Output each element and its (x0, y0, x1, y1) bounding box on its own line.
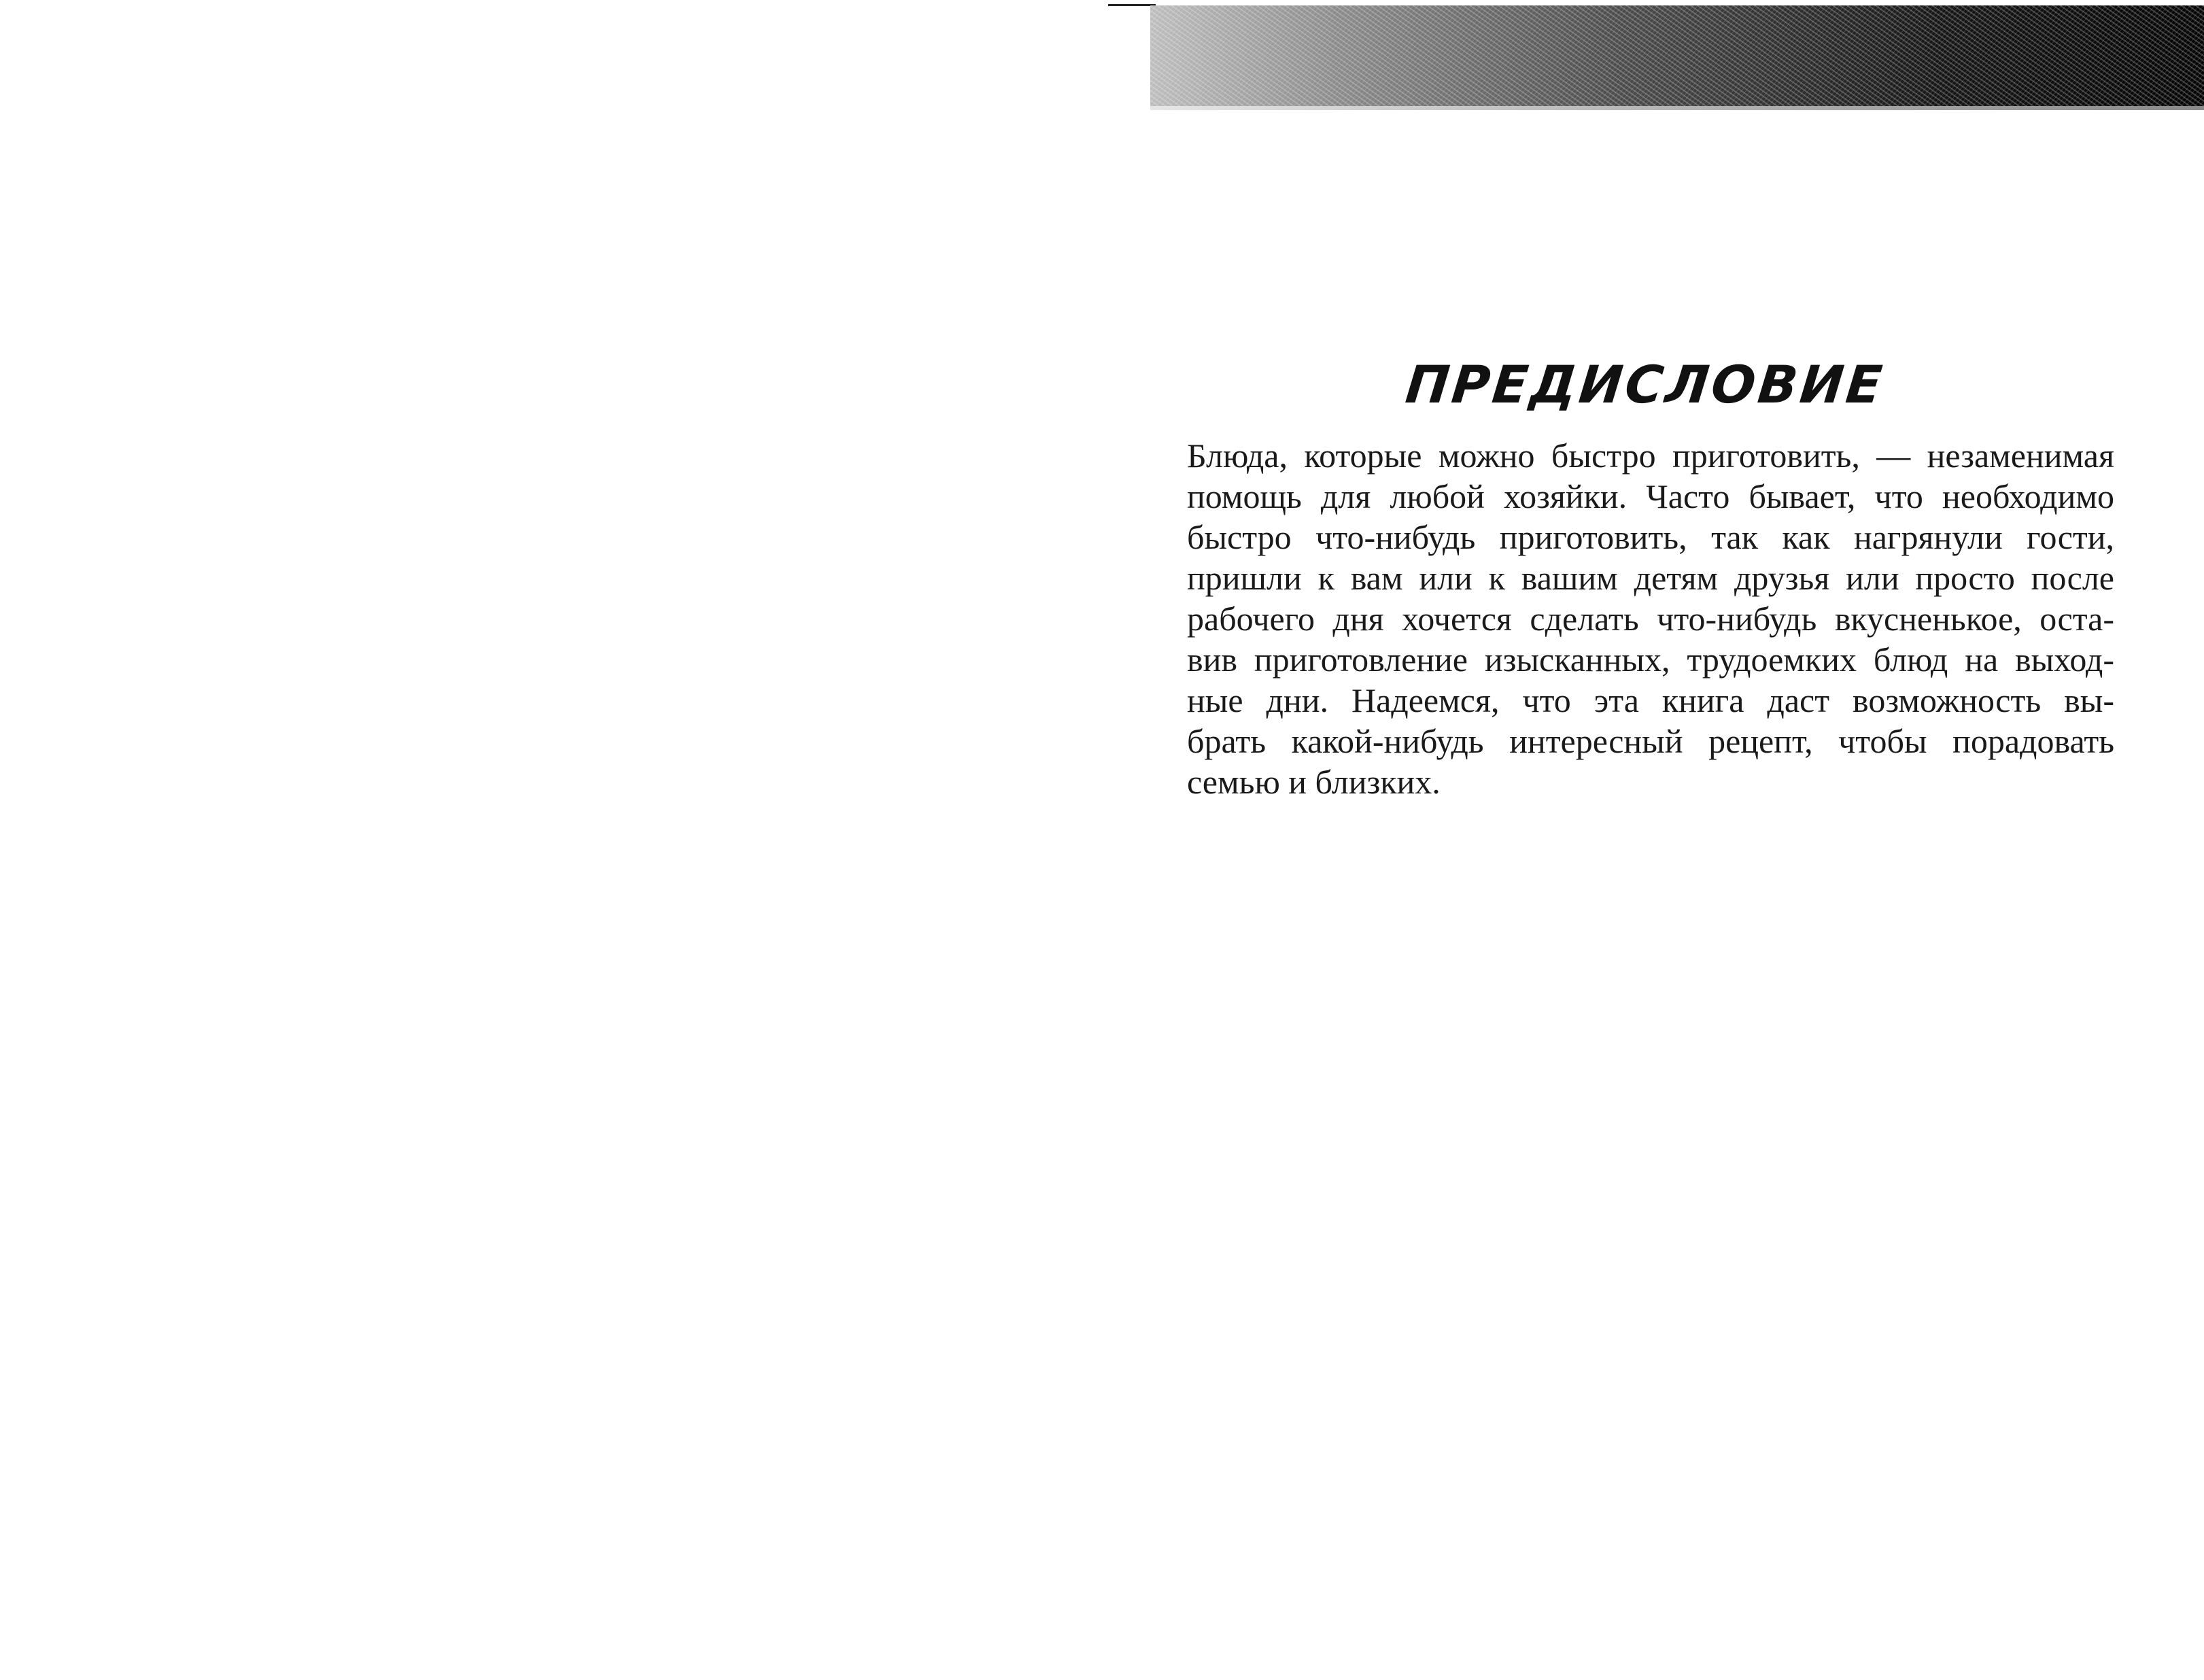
paragraph-line: ные дни. Надеемся, что эта книга даст возможность вы- (1187, 681, 2114, 719)
right-page (1101, 0, 2204, 1680)
paragraph-line: семью и близких. (1187, 763, 1441, 801)
paragraph-line: помощь для любой хозяйки. Часто бывает, что необходимо (1187, 477, 2114, 515)
header-band (1150, 5, 2204, 106)
paragraph-line: рабочего дня хочется сделать что-нибудь вкусненькое, оста- (1187, 600, 2114, 638)
chapter-title: ПРЕДИСЛОВИЕ (1402, 354, 1888, 415)
paragraph-line: быстро что-нибудь приготовить, так как нагрянули гости, (1187, 518, 2114, 556)
left-page-blank (0, 0, 1101, 1680)
paragraph-line: брать какой-нибудь интересный рецепт, чтобы порадовать (1187, 722, 2114, 760)
preface-paragraph (1187, 435, 2114, 802)
top-rule (1108, 4, 1156, 6)
paragraph-line: вив приготовление изысканных, трудоемких блюд на выход- (1187, 640, 2114, 679)
paragraph-line: пришли к вам или к вашим детям друзья или просто после (1187, 559, 2114, 597)
paragraph-line: Блюда, которые можно быстро приготовить, — незаменимая (1187, 436, 2114, 475)
